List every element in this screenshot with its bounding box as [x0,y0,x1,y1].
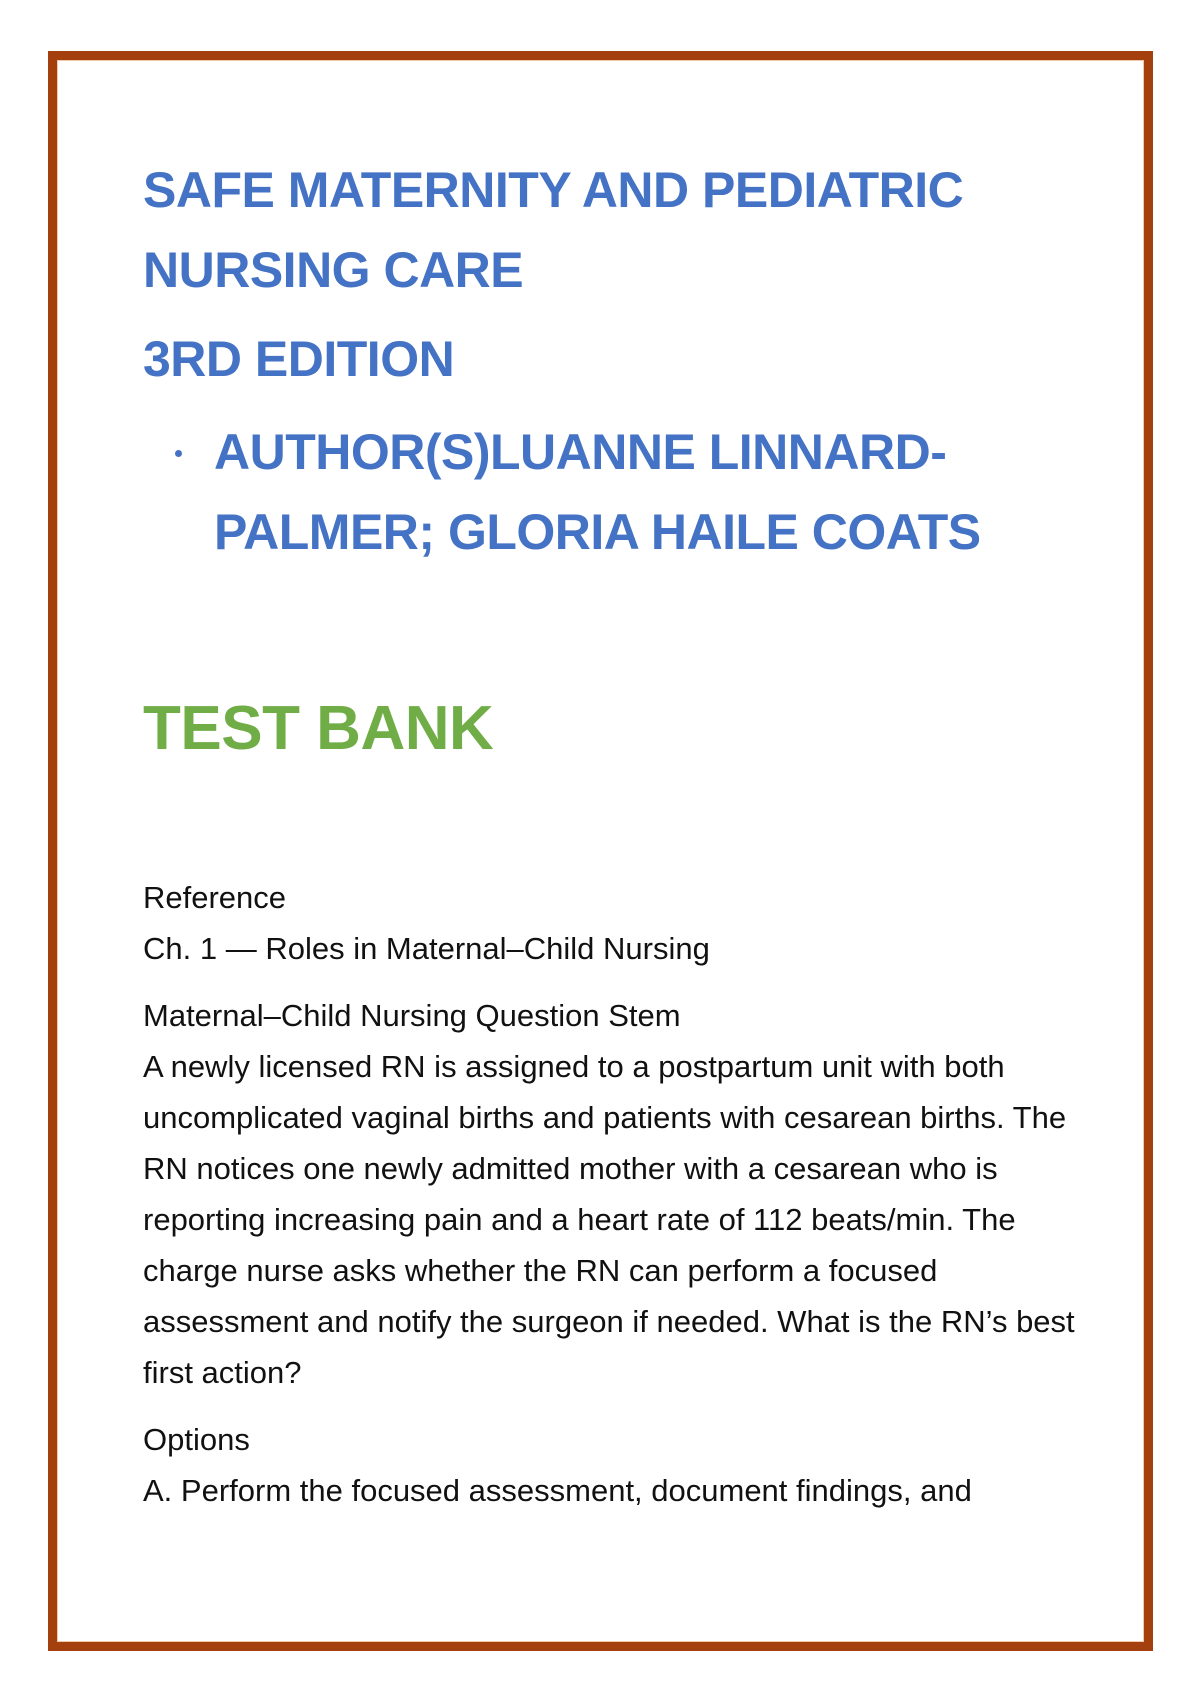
bullet-icon [175,450,182,457]
question-stem-label: Maternal–Child Nursing Question Stem [143,998,681,1033]
options-label: Options [143,1422,250,1457]
author-list-item [143,412,1083,572]
reference-chapter: Ch. 1 — Roles in Maternal–Child Nursing [143,931,710,966]
book-edition: 3RD EDITION [143,331,455,387]
reference-label: Reference [143,880,287,915]
book-title-line-2: NURSING CARE [143,242,524,298]
book-authors: AUTHOR(S)LUANNE LINNARD-PALMER; GLORIA HAILE COATS [214,424,981,560]
question-stem: A newly licensed RN is assigned to a postpartum unit with both uncomplicated vaginal births and patients with cesarean births. The RN notices one newly admitted mother with a cesarean who is reporting increasing pain and a heart rate of 112 beats/min. The charge nurse asks whether the RN can perform a focused assessment and notify the surgeon if needed. What is the RN’s best first action? [143,1049,1075,1390]
document-content [143,150,1083,1516]
test-bank-heading: TEST BANK [143,694,494,763]
book-title-line-1: SAFE MATERNITY AND PEDIATRIC [143,162,964,218]
option-a: A. Perform the focused assessment, document findings, and [143,1473,972,1508]
